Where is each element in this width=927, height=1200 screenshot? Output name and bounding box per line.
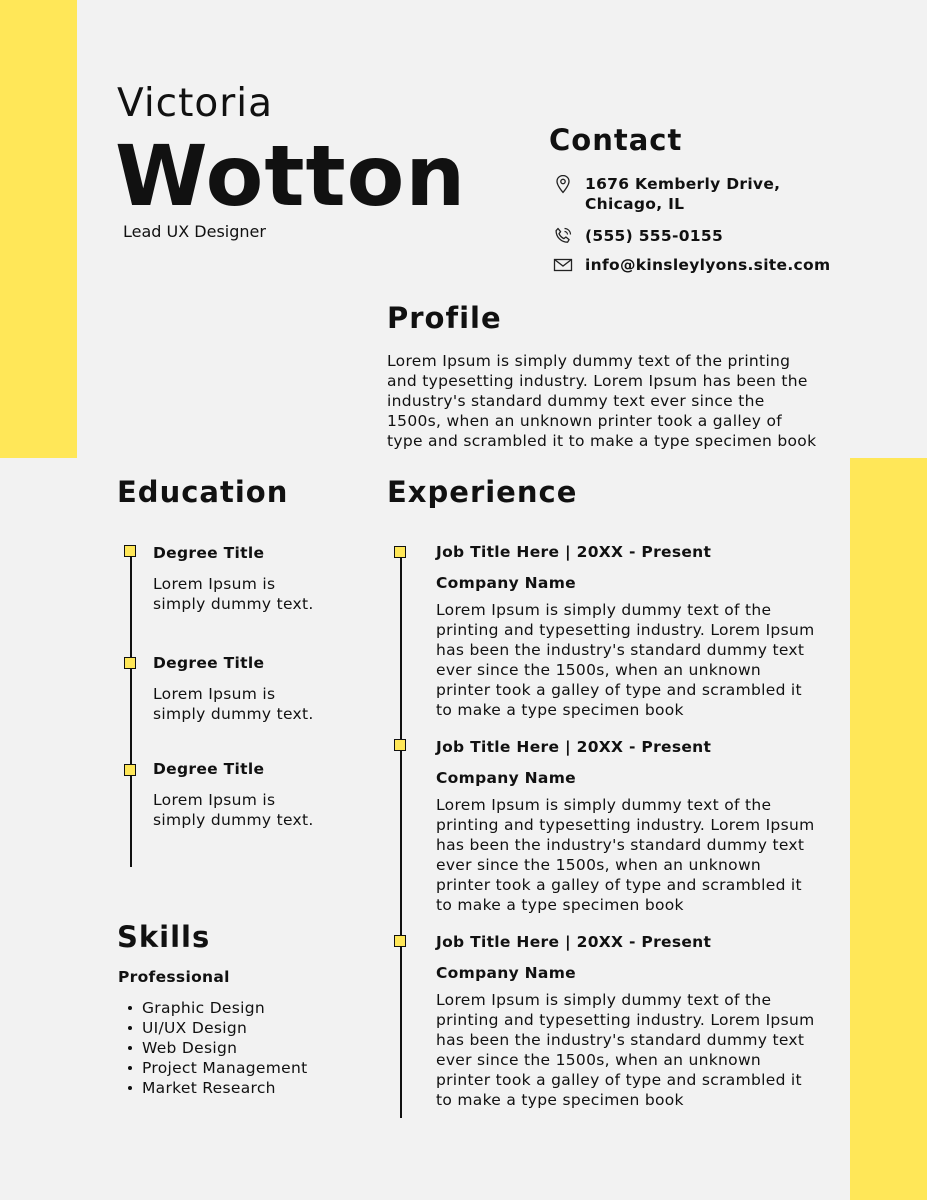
job-description: Lorem Ipsum is simply dummy text of the printing and typesetting industry. Lorem Ipsum has been the industry's standard dummy text ever since the 1500s, when an unknown printer took a galley of type and scrambled it to make a type specimen book bbox=[436, 601, 815, 719]
skill-item: UI/UX Design bbox=[128, 1018, 307, 1038]
address-line-1: 1676 Kemberly Drive, bbox=[585, 175, 781, 193]
first-name: Victoria bbox=[117, 81, 274, 126]
skills-list bbox=[128, 998, 307, 1098]
degree-title: Degree Title bbox=[153, 760, 265, 778]
experience-timeline-node bbox=[394, 546, 406, 558]
experience-timeline-node bbox=[394, 935, 406, 947]
address-line-2: Chicago, IL bbox=[585, 195, 685, 213]
skill-item: Web Design bbox=[128, 1038, 307, 1058]
education-timeline-node bbox=[124, 764, 136, 776]
profile-text: Lorem Ipsum is simply dummy text of the printing and typesetting industry. Lorem Ipsum has been the industry's standard dummy text ever since the 1500s, when an unknown printer took a galley of type and scrambled it to make a type specimen book bbox=[387, 352, 817, 450]
skill-item: Market Research bbox=[128, 1078, 307, 1098]
contact-email bbox=[552, 255, 830, 275]
job-role: Lead UX Designer bbox=[123, 222, 266, 241]
skills-heading: Skills bbox=[117, 920, 211, 954]
email-address: info@kinsleylyons.site.com bbox=[585, 256, 831, 274]
education-item bbox=[153, 543, 333, 614]
degree-description: Lorem Ipsum is simply dummy text. bbox=[153, 791, 314, 829]
education-timeline-line bbox=[130, 550, 132, 867]
job-title: Job Title Here | 20XX - Present bbox=[436, 933, 712, 951]
envelope-icon bbox=[552, 255, 574, 275]
profile-heading: Profile bbox=[387, 301, 502, 335]
skill-item: Graphic Design bbox=[128, 998, 307, 1018]
phone-number: (555) 555-0155 bbox=[585, 227, 724, 245]
experience-item bbox=[436, 932, 816, 1110]
last-name: Wotton bbox=[115, 127, 467, 225]
education-timeline-node bbox=[124, 545, 136, 557]
education-item bbox=[153, 759, 333, 830]
location-pin-icon bbox=[552, 174, 574, 194]
experience-timeline-line bbox=[400, 550, 402, 1118]
degree-title: Degree Title bbox=[153, 544, 265, 562]
phone-icon bbox=[552, 226, 574, 246]
experience-item bbox=[436, 542, 816, 720]
contact-phone bbox=[552, 226, 723, 246]
experience-heading: Experience bbox=[387, 475, 578, 509]
skill-item: Project Management bbox=[128, 1058, 307, 1078]
education-timeline-node bbox=[124, 657, 136, 669]
contact-address bbox=[552, 174, 780, 214]
job-description: Lorem Ipsum is simply dummy text of the printing and typesetting industry. Lorem Ipsum has been the industry's standard dummy text ever since the 1500s, when an unknown printer took a galley of type and scrambled it to make a type specimen book bbox=[436, 991, 815, 1109]
contact-heading: Contact bbox=[549, 123, 683, 157]
skills-subheading: Professional bbox=[118, 968, 230, 986]
degree-description: Lorem Ipsum is simply dummy text. bbox=[153, 575, 314, 613]
accent-bar-left bbox=[0, 0, 77, 458]
company-name: Company Name bbox=[436, 964, 576, 982]
degree-title: Degree Title bbox=[153, 654, 265, 672]
accent-bar-right bbox=[850, 458, 927, 1200]
education-item bbox=[153, 653, 333, 724]
experience-timeline-node bbox=[394, 739, 406, 751]
experience-item bbox=[436, 737, 816, 915]
company-name: Company Name bbox=[436, 769, 576, 787]
degree-description: Lorem Ipsum is simply dummy text. bbox=[153, 685, 314, 723]
education-heading: Education bbox=[117, 475, 289, 509]
job-description: Lorem Ipsum is simply dummy text of the printing and typesetting industry. Lorem Ipsum has been the industry's standard dummy text ever since the 1500s, when an unknown printer took a galley of type and scrambled it to make a type specimen book bbox=[436, 796, 815, 914]
job-title: Job Title Here | 20XX - Present bbox=[436, 543, 712, 561]
job-title: Job Title Here | 20XX - Present bbox=[436, 738, 712, 756]
company-name: Company Name bbox=[436, 574, 576, 592]
